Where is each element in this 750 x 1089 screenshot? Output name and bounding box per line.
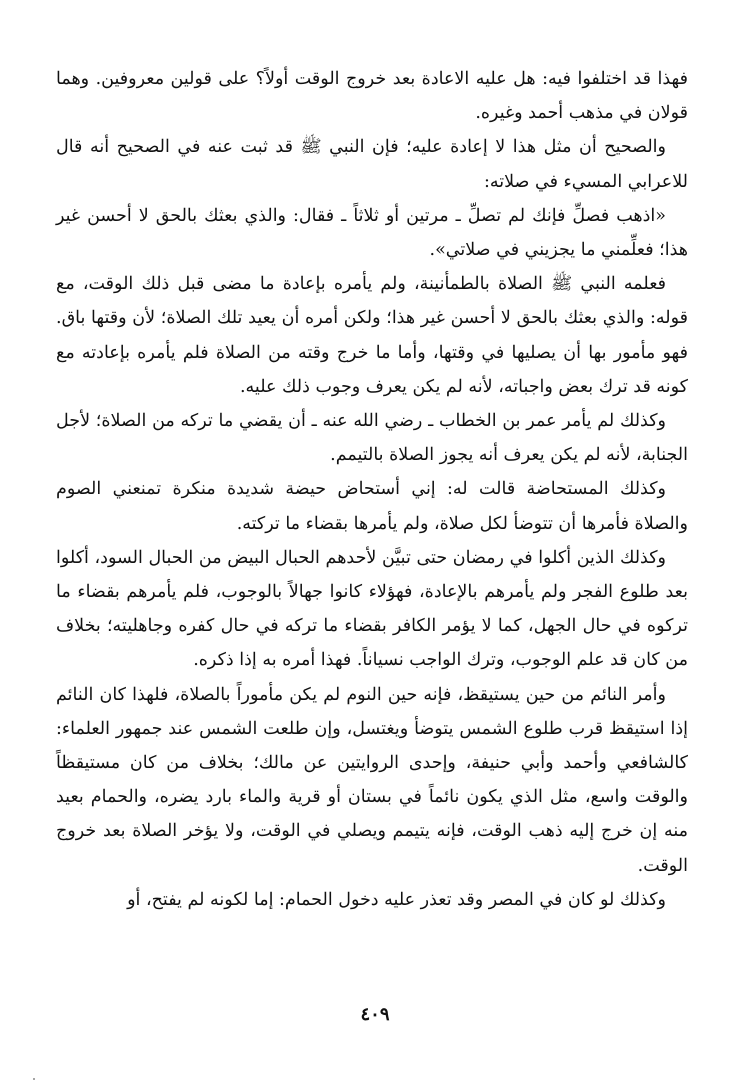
body-text bbox=[56, 62, 688, 917]
paragraph-4: فعلمه النبي ﷺ الصلاة بالطمأنينة، ولم يأمره بإعادة ما مضى قبل ذلك الوقت، مع قوله: والذي بعثك بالحق لا أحسن غير هذا؛ ولكن أمره أن يعيد تلك الصلاة؛ لأن وقتها باق. فهو مأمور بها أن يصليها في وقتها، وأما ما خرج وقته من الصلاة فلم يأمره بإعادته مع كونه قد ترك بعض واجباته، لأنه لم يكن يعرف وجوب ذلك عليه. bbox=[56, 274, 688, 397]
scan-speck bbox=[33, 1078, 35, 1080]
paragraph-1: فهذا قد اختلفوا فيه: هل عليه الاعادة بعد خروج الوقت أولاً؟ على قولين معروفين. وهما قولان في مذهب أحمد وغيره. bbox=[56, 69, 688, 124]
paragraph-8: وأمر النائم من حين يستيقظ، فإنه حين النوم لم يكن مأموراً بالصلاة، فلهذا كان النائم إذا استيقظ قرب طلوع الشمس يتوضأ ويغتسل، وإن طلعت الشمس عند جمهور العلماء: كالشافعي وأحمد وأبي حنيفة، وإحدى الروايتين عن مالك؛ بخلاف من كان مستيقظاً والوقت واسع، مثل الذي يكون نائماً في بستان أو قرية والماء بارد يضره، والحمام بعيد منه إن خرج إليه ذهب الوقت، فإنه يتيمم ويصلي في الوقت، ولا يؤخر الصلاة بعد خروج الوقت. bbox=[56, 684, 688, 876]
paragraph-7: وكذلك الذين أكلوا في رمضان حتى تبيَّن لأحدهم الحبال البيض من الحبال السود، أكلوا بعد طلوع الفجر ولم يأمرهم بالإعادة، فهؤلاء كانوا جهالاً بالوجوب، فلم يأمرهم بقضاء ما تركوه في حال الجهل، كما لا يؤمر الكافر بقضاء ما تركه في حال كفره وجاهليته؛ بخلاف من كان قد علم الوجوب، وترك الواجب نسياناً. فهذا أمره به إذا ذكره. bbox=[56, 547, 688, 671]
page-number: ٤٠٩ bbox=[360, 1004, 390, 1025]
paragraph-2: والصحيح أن مثل هذا لا إعادة عليه؛ فإن النبي ﷺ قد ثبت عنه في الصحيح أنه قال للاعرابي المسيء في صلاته: bbox=[56, 137, 688, 192]
paragraph-5: وكذلك لم يأمر عمر بن الخطاب ـ رضي الله عنه ـ أن يقضي ما تركه من الصلاة؛ لأجل الجنابة، لأنه لم يكن يعرف أنه يجوز الصلاة بالتيمم. bbox=[56, 411, 688, 466]
paragraph-6: وكذلك المستحاضة قالت له: إني أستحاض حيضة شديدة منكرة تمنعني الصوم والصلاة فأمرها أن تتوضأ لكل صلاة، ولم يأمرها بقضاء ما تركته. bbox=[56, 479, 688, 534]
paragraph-9: وكذلك لو كان في المصر وقد تعذر عليه دخول الحمام: إما لكونه لم يفتح، أو bbox=[127, 889, 666, 910]
paragraph-3-hadith-quote: «اذهب فصلِّ فإنك لم تصلِّ ـ مرتين أو ثلاثاً ـ فقال: والذي بعثك بالحق لا أحسن غير هذا؛ فعلِّمني ما يجزيني في صلاتي». bbox=[56, 205, 688, 261]
